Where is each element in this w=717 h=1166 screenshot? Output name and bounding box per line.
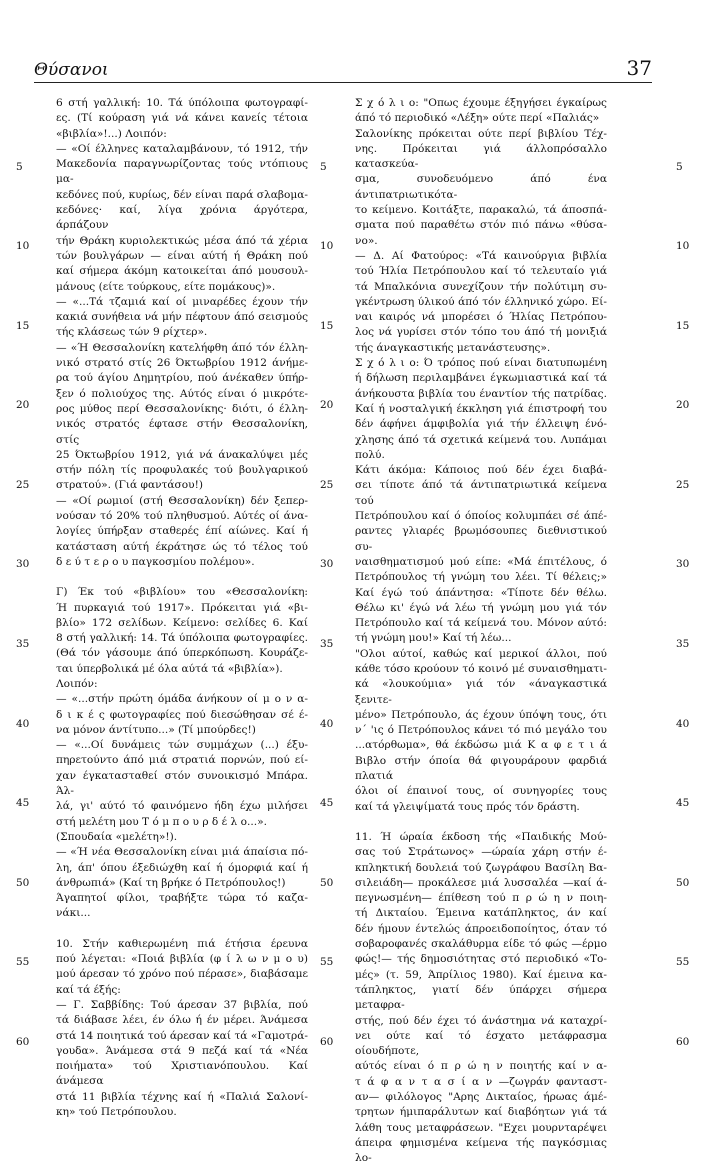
text-line: ν΄ 'ις ό Πετρόπουλος κάνει τό πιό μεγάλο του <box>355 724 607 737</box>
text-line: λά, γι' αύτό τό φαινόμενο ήδη έχω μιλήσει <box>56 800 308 813</box>
line-number: 5 <box>320 160 327 173</box>
text-line: δέν άφήνει άμφιβολία γιά τήν έλλειψη ένό- <box>355 418 607 431</box>
text-line: σοβαροφανές σκαλάθυρμα είδε τό φώς —έρμο <box>355 938 607 951</box>
text-line: Μακεδονία παραγνωρίζοντας τούς ντόπιους μα- <box>56 158 308 186</box>
line-number: 40 <box>320 717 334 730</box>
text-line: τά Μπαλκόνια συνεχίζουν τήν πολύτιμη συ- <box>355 280 607 293</box>
text-line: Καί ή νοσταλγική έκκληση γιά έπιστροφή του <box>355 402 607 415</box>
line-number: 5 <box>676 160 683 173</box>
line-number: 45 <box>320 797 334 810</box>
text-line: — Δ. Αί Φατούρος: «Τά καινούργια βιβλία <box>355 249 607 262</box>
text-line: νικό στρατό στίς 26 Όκτωβρίου 1912 άνήμε- <box>56 357 308 370</box>
text-line: να μόνον άντίτυπο...» (Τί μπούρδες!) <box>56 723 256 736</box>
text-line: στρατού». (Γιά φαντάσου!) <box>56 479 203 492</box>
text-line: αύτός είναι ό π ρ ώ η ν ποιητής καί ν α- <box>355 1060 607 1073</box>
text-line: κπληκτική δουλειά τού ζωγράφου Βασίλη Βα- <box>355 861 607 874</box>
text-line: τών βουλγάρων — είναι αύτή ή Θράκη πού <box>56 249 308 262</box>
text-line: «βιβλία»!...) Λοιπόν: <box>56 127 167 140</box>
text-line: βλίο» 172 σελίδων. Κείμενο: σελίδες 6. Καί <box>56 616 308 629</box>
text-line: Σ χ ό λ ι ο: Ό τρόπος πού είναι διατυπωμένη <box>355 357 607 370</box>
text-line: άνθρωπιά» (Καί τη βρήκε ό Πετρόπουλος!) <box>56 876 286 889</box>
text-line: κάθε τόσο κρούουν τό κοινό μέ συναισθηματι- <box>355 662 607 675</box>
text-line: μού άρεσαν τό χρόνο πού πέρασε», διαβάσαμε <box>56 968 308 981</box>
line-number: 30 <box>16 558 30 571</box>
line-number: 35 <box>676 638 690 650</box>
text-line: κη» τού Πετρόπουλου. <box>56 1106 177 1118</box>
left-column <box>56 96 308 1120</box>
text-line: Βιβλο στήν όποία θά φιγουράρουν φαρδιά πλατιά <box>355 754 607 783</box>
text-line: (Θά τόν γάσουμε άπό ύπερκόπωση. Κουράζε- <box>56 647 308 660</box>
text-line: τρητων ήμιπαράλυτων καί διαβόητων γιά τά <box>355 1106 607 1119</box>
text-line: Γ) Έκ τού «βιβλίου» του «Θεσσαλονίκη: <box>56 586 308 599</box>
text-line: τής κλάσεως τών 9 ρίχτερ». <box>56 326 208 339</box>
text-line: γκέντρωση ύλικού άπό τόν έλληνικό χώρο. Εί- <box>355 295 607 308</box>
text-line: σιλειάδη— προκάλεσε μιά λυσσαλέα —καί ά- <box>355 876 607 889</box>
line-number: 15 <box>676 319 690 332</box>
line-number: 45 <box>16 797 30 810</box>
text-line: — «...Τά τζαμιά καί οί μιναρέδες έχουν τήν <box>56 295 308 308</box>
text-line: μένο» Πετρόπουλο, άς έχουν ύπόψη τους, ότι <box>355 708 607 721</box>
line-number: 35 <box>320 638 334 650</box>
text-line: Πετρόπουλου καί ό όποίος κολυμπάει σέ άπέ- <box>355 510 607 523</box>
line-number: 25 <box>320 478 334 491</box>
line-number: 55 <box>676 956 690 969</box>
line-number: 30 <box>320 558 334 571</box>
text-line: κατάσταση αύτή έκράτησε ώς τό τέλος τού <box>56 540 308 553</box>
text-line: καί τά έξής: <box>56 983 121 996</box>
text-line: λος νά γυρίσει στόν τόπο του άπό τή μονιξιά <box>355 326 607 339</box>
text-line: Πετρόπουλος τή γνώμη του λέει. Τί θέλεις;» <box>355 571 607 584</box>
text-line: ναισθηματισμού μού είπε: «Μά έπιτέλους, ό <box>355 555 607 568</box>
text-line: δ ε ύ τ ε ρ ο υ παγκοσμίου πολέμου». <box>56 555 255 568</box>
text-line: κεδόνες· καί, λίγα χρόνια άργότερα, άρπάζουν <box>56 204 308 232</box>
line-number: 10 <box>16 240 30 253</box>
text-line: 6 στή γαλλική: 10. Τά ύπόλοιπα φωτογραφί- <box>56 97 308 109</box>
text-line: κακιά συνήθεια νά μήν πέφτουν άπό σεισμούς <box>56 311 308 324</box>
text-line: — «...Οί δυνάμεις τών συμμάχων (...) έξυ- <box>56 739 308 752</box>
line-number: 20 <box>676 399 690 412</box>
line-number: 30 <box>676 558 690 571</box>
line-number: 35 <box>16 638 30 650</box>
paragraph-gap <box>56 922 308 937</box>
text-line: σει τίποτε άπό τά άντιπατριωτικά κείμενα τού <box>355 479 607 507</box>
text-line: ται ύπερβολικά μέ όλα αύτά τά «βιβλία»). <box>56 662 283 675</box>
text-line: νάκι... <box>56 907 91 920</box>
text-line: τή γνώμη μου!» Καί τή λέω... <box>355 632 512 645</box>
text-line: άπειρα φημισμένα κείμενα τής παγκόσμιας λο- <box>355 1136 607 1165</box>
text-line: δέν ήμουν έντελώς άπροειδοποίητος, όταν τό <box>355 922 607 935</box>
text-line: νο». <box>355 234 378 247</box>
text-line: ρος μύθος περί Θεσσαλονίκης· διότι, ό έλλη- <box>56 402 308 415</box>
line-number: 40 <box>676 717 690 730</box>
text-line: ναι καιρός νά μπορέσει ό Ήλίας Πετρόπου- <box>355 311 607 324</box>
text-line: άπό τό περιοδικό «Λέξη» ούτε περί «Παλιάς» <box>355 112 600 125</box>
text-line: άνήκουστα βιβλία του έναντίον τής πατρίδας. <box>355 387 607 400</box>
text-line: στά 11 βιβλία τέχνης καί ή «Παλιά Σαλονί- <box>56 1090 308 1103</box>
text-line: τήν Θράκη κυριολεκτικώς μέσα άπό τά χέρια <box>56 234 308 247</box>
text-line: νης. Πρόκειται γιά άλλοπρόσαλλο κατασκεύα- <box>355 142 607 171</box>
text-line: Ή πυρκαγιά τού 1917». Πρόκειται γιά «βι- <box>56 601 308 614</box>
line-number: 60 <box>16 1035 30 1048</box>
text-line: στήν πόλη τίς προφυλακές τού βουλγαρικού <box>56 464 308 477</box>
text-line: φώς!— τής δημοσιότητας στό περιοδικό «Το- <box>355 953 607 966</box>
text-line: αν— φιλόλογος "Αρης Δικταίος, ήρωας άμέ- <box>355 1091 607 1103</box>
text-line: Θέλω κι' έγώ νά λέω τή γνώμη μου γιά τόν <box>355 601 607 614</box>
text-line: — «Ή Θεσσαλονίκη κατελήφθη άπό τόν έλλη- <box>56 341 308 354</box>
text-line: (Σπουδαία «μελέτη»!). <box>56 830 178 843</box>
text-line: καί τά γλειψίματά τους πρός τόν δράστη. <box>355 800 580 813</box>
text-line: σας τού Στράτωνος» —ώραία χάρη στήν έ- <box>355 846 607 859</box>
page-number: 37 <box>626 56 652 80</box>
text-line: ποιήματα» τού Χριστιανόπουλου. Καί άνάμεσα <box>56 1060 308 1088</box>
text-line: κεδόνες πού, κυρίως, δέν είναι παρά σλαβομα- <box>56 188 308 201</box>
line-number: 20 <box>16 399 30 412</box>
text-line: "Ολοι αύτοί, καθώς καί μερικοί άλλοι, πού <box>355 647 607 660</box>
text-line: νούσαν τό 20% τού πληθυσμού. Αύτές οί άνα- <box>56 510 308 523</box>
text-line: τή Δικταίου. Έμεινα κατάπληκτος, άν καί <box>355 907 607 920</box>
text-line: τ ά φ α ν τ α σ ί α ν —ζωγράν φανταστ- <box>355 1075 607 1088</box>
text-line: πολύ. <box>355 448 385 461</box>
text-line: λογίες ύπήρξαν σταθερές έπί αίώνες. Καί ή <box>56 525 308 538</box>
text-line: όλοι οί έπαινοί τους, οί συνηγορίες τους <box>355 785 607 798</box>
paragraph-gap <box>56 570 308 585</box>
line-number: 15 <box>320 319 334 332</box>
text-line: τάπληκτος, γιατί δέν ύπάρχει σήμερα μεταφρα- <box>355 983 607 1012</box>
line-number: 50 <box>320 876 334 889</box>
line-number: 50 <box>16 876 30 889</box>
line-number: 55 <box>320 956 334 969</box>
text-line: κά «λουκούμια» γιά τόν «άναγκαστικά ξενιτε- <box>355 678 607 706</box>
line-number: 20 <box>320 399 334 412</box>
line-number: 5 <box>16 160 23 173</box>
text-line: νει ούτε καί τό έσχατο μετάφρασμα οίουδήποτε, <box>355 1029 607 1058</box>
paragraph-gap <box>355 815 607 830</box>
text-line: πεγνωσμένη— έπίθεση τού π ρ ώ η ν ποιη- <box>355 892 607 905</box>
text-line: ξεν ό πολιούχος της. Αύτός είναι ό μικρότε- <box>56 387 308 400</box>
text-line: στή μελέτη μου Τ ό μ π ο υ ρ δ έ λ ο...». <box>56 815 267 828</box>
text-line: πού λέγεται: «Ποιά βιβλία (φ ί λ ω ν μ ο υ) <box>56 953 308 966</box>
text-line: Κάτι άκόμα: Κάποιος πού δέν έχει διαβά- <box>355 464 607 477</box>
text-line: ή δήλωση περιλαμβάνει έγκωμιαστικά καί τά <box>355 372 607 385</box>
line-number: 50 <box>676 876 690 889</box>
line-number: 15 <box>16 319 30 332</box>
text-line: — «Οί έλληνες καταλαμβάνουν, τό 1912, τήν <box>56 142 308 155</box>
text-line: 10. Στήν καθιερωμένη πιά έτήσια έρευνα <box>56 937 308 950</box>
text-line: 8 στή γαλλική: 14. Τά ύπόλοιπα φωτογραφίες. <box>56 632 308 645</box>
text-line: χλησης άπό τά σχετικά κείμενά του. Λυπάμαι <box>355 433 607 446</box>
text-line: 25 Όκτωβρίου 1912, γιά νά άνακαλύψει μές <box>56 448 308 461</box>
line-number: 25 <box>16 478 30 491</box>
line-number: 45 <box>676 797 690 810</box>
text-line: Σαλονίκης πρόκειται ούτε περί βιβλίου Τέχ- <box>355 127 607 140</box>
line-number: 10 <box>676 240 690 253</box>
text-line: σμα, συνοδευόμενο άπό ένα άντιπατριωτικότα- <box>355 173 607 201</box>
text-line: ραντες γλιαρές βρωμόσουπες διεθνιστικού συ- <box>355 525 607 553</box>
text-line: στής, πού δέν έχει τό άνάστημα νά καταχρί- <box>355 1014 607 1027</box>
text-line: τά διάβασε λέει, έν όλω ή έν μέρει. Άνάμεσα <box>56 1014 308 1027</box>
text-line: μάνους (είτε τούρκους, είτε πομάκους)». <box>56 280 276 293</box>
text-line: πηρετούντο άπό μιά στρατιά πορνών, πού εί- <box>56 754 308 767</box>
line-number: 25 <box>676 478 690 491</box>
text-line: Καί έγώ τού άπάντησα: «Τίποτε δέν θέλω. <box>355 586 607 599</box>
text-line: τού Ήλία Πετρόπουλου καί τό τελευταίο γιά <box>355 265 607 278</box>
text-line: χαν έγκατασταθεί στόν συνοικισμό Μπάρα. Άλ- <box>56 769 308 798</box>
text-line: ...ατόρθωμα», θά έκδώσω μιά Κ α φ ε τ ι ά <box>355 739 607 752</box>
text-line: ες. (Τί κούραση γιά νά κάνει κανείς τέτοια <box>56 112 308 125</box>
text-line: — «...στήν πρώτη όμάδα άνήκουν οί μ ο ν α- <box>56 693 308 706</box>
right-column <box>355 96 607 1166</box>
text-line: στά 14 ποιητικά τού άρεσαν καί τά «Γαμοτρά- <box>56 1029 308 1042</box>
text-line: Σ χ ό λ ι ο: "Οπως έχουμε έξηγήσει έγκαίρως <box>355 97 607 109</box>
text-line: λάθη τους μεταφράσεων. "Εχει μουρνταρέψει <box>355 1121 607 1134</box>
line-number: 10 <box>320 240 334 253</box>
text-line: μές» (τ. 59, Άπρίλιος 1980). Καί έμεινα κα- <box>355 968 607 981</box>
text-line: ρα τού άγίου Δημητρίου, πού άνέκαθεν ύπήρ- <box>56 372 308 385</box>
text-line: — Γ. Σαββίδης: Τού άρεσαν 37 βιβλία, πού <box>56 998 308 1011</box>
text-line: νικός στρατός έφτασε στήν Θεσσαλονίκη, στίς <box>56 418 308 446</box>
text-line: Άγαπητοί φίλοι, τραβήξτε τώρα τό καζα- <box>56 892 308 905</box>
text-line: δ ι κ έ ς φωτογραφίες πού διεσώθησαν σέ έ- <box>56 708 308 721</box>
text-line: 11. Ή ώραία έκδοση τής «Παιδικής Μού- <box>355 830 607 843</box>
text-line: καί σήμερα άκόμη κατοικείται άπό μουσουλ- <box>56 265 308 278</box>
line-number: 55 <box>16 956 30 969</box>
text-line: τής άναγκαστικής μετανάστευσης». <box>355 341 551 354</box>
text-line: Πετρόπουλο καί τά κείμενά του. Μόνον αύτό: <box>355 617 607 630</box>
line-number: 60 <box>676 1035 690 1048</box>
line-number: 60 <box>320 1035 334 1048</box>
text-line: λη, άπ' όπου έξεδιώχθη καί ή όμορφιά καί ή <box>56 861 308 874</box>
running-header <box>34 56 652 83</box>
journal-title: Θύσανοι <box>34 60 109 80</box>
text-line: — «Οί ρωμιοί (στή Θεσσαλονίκη) δέν ξεπερ- <box>56 494 308 507</box>
text-line: γουδα». Άνάμεσα στά 9 πεζά καί τά «Νέα <box>56 1044 308 1057</box>
line-number: 40 <box>16 717 30 730</box>
text-line: σματα πού παραθέτω στόν πιό πάνω «θύσα- <box>355 219 607 232</box>
text-line: Λοιπόν: <box>56 677 98 690</box>
text-line: — «Ή νέα Θεσσαλονίκη είναι μιά άπαίσια πό- <box>56 846 308 859</box>
text-line: το κείμενο. Κοιτάξτε, παρακαλώ, τά άποσπά- <box>355 204 607 217</box>
